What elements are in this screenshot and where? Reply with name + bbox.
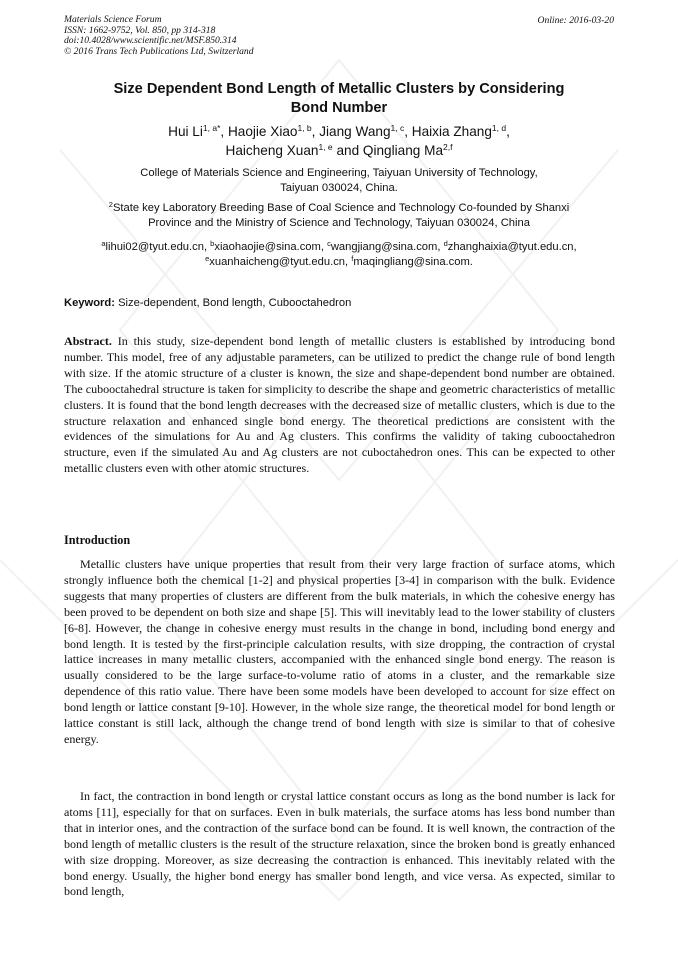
email-link[interactable]: wangjiang@sina.com bbox=[330, 241, 438, 253]
introduction-paragraph-2 bbox=[64, 789, 615, 900]
paragraph-text: Metallic clusters have unique properties that result from their very large fraction of surface atoms, which strongly influence both the chemical [1-2] and physical properties [3-4] in comparison with the bulk. Evidence suggests that many properties of clusters are different from the bulk materials, in which the cohesive energy has been proved to be dependent on both size and shape [5]. This will inevitably lead to the lower stability of clusters [6-8]. However, the change in cohesive energy must results in the change in bond, including bond energy and bond length. It is tested by the first-principle calculation results, with size dropping, the contraction of crystal lattice increases in many metallic clusters, accompanied with the enhanced single bond energy. The reason is usually considered to be the large surface-to-volume ratio of atoms in a cluster, and the remarkable size dependence of this ratio value. There have been some models have been developed to account for size effect on bond length or lattice constant [9-10]. However, in the whole size range, the theoretical model for bond length or lattice constant is still lack, although the change trend of bond length with size is similar to that of cohesive energy. bbox=[64, 557, 615, 746]
author-affil-mark: 1, e bbox=[318, 142, 333, 152]
author-list bbox=[64, 122, 614, 160]
abstract-label: Abstract. bbox=[64, 334, 112, 348]
paragraph-text: In fact, the contraction in bond length or crystal lattice constant occurs as long as the bond number is lack for atoms [11], especially for that on surfaces. Even in bulk materials, the surface atoms has less bond number than that in interior ones, and the contraction of the surface bond can be found. It is well known, the contraction of the bond length of metallic clusters is the result of the structure relaxation, since the broken bond is greatly enhanced with size dropping. Moreover, as size decreasing the contraction is enhanced. This inevitably related with the bond energy. Usually, the higher bond energy has smaller bond length, and vice versa. As expected, similar to bond length, bbox=[64, 789, 615, 899]
affiliation-1-line-1: College of Materials Science and Engineering, Taiyuan University of Technology, bbox=[140, 167, 538, 179]
section-heading-introduction: Introduction bbox=[64, 533, 131, 547]
author-sep: , bbox=[506, 124, 510, 139]
email-mark: c bbox=[327, 239, 331, 248]
author-name: Haicheng Xuan bbox=[225, 143, 319, 158]
author-name: Hui Li bbox=[168, 124, 203, 139]
author-name: Haixia Zhang bbox=[411, 124, 492, 139]
email-mark: d bbox=[443, 239, 448, 248]
paper-title bbox=[64, 80, 614, 118]
abstract-text: In this study, size-dependent bond length of metallic clusters is established by introducing bond number. This model, free of any adjustable parameters, can be utilized to predict the change rule of bond length with size. If the atomic structure of a cluster is known, the size and shape-dependent bond number are obtained. The cubooctahedral structure is taken for simplicity to describe the shape and geometric characteristics of metallic clusters. It is found that the bond length decreases with the decreased size of metallic clusters, which is due to the structure relaxation and enhanced single bond energy. The theoretical predictions are consistent with the evidences of the simulations for Au and Ag clusters. This confirms the validity of taking cubooctahedron structure, even if the simulated Au and Ag clusters are not cuboctahedron ones. This can be expected to other metallic clusters even with other atomic structures. bbox=[64, 334, 615, 476]
affiliation-1 bbox=[64, 166, 614, 196]
email-link[interactable]: xuanhaicheng@tyut.edu.cn bbox=[209, 256, 346, 268]
author-affil-mark: 1, b bbox=[297, 123, 312, 133]
email-sep: , bbox=[437, 241, 444, 253]
author-line-1 bbox=[64, 122, 614, 141]
author-name: Jiang Wang bbox=[319, 124, 391, 139]
email-line-1 bbox=[64, 240, 614, 255]
doi: doi:10.4028/www.scientific.net/MSF.850.314 bbox=[64, 35, 237, 46]
author-affil-mark: 2,f bbox=[443, 142, 453, 152]
author-sep: , bbox=[220, 124, 228, 139]
email-mark: e bbox=[205, 254, 210, 263]
author-sep: and bbox=[332, 143, 363, 158]
email-link[interactable]: maqingliang@sina.com bbox=[353, 256, 470, 268]
email-mark: f bbox=[351, 254, 354, 263]
email-sep: . bbox=[469, 256, 473, 268]
affiliation-2-line-1 bbox=[64, 201, 614, 216]
author-name: Qingliang Ma bbox=[362, 143, 444, 158]
author-sep: , bbox=[404, 124, 412, 139]
email-sep: , bbox=[345, 256, 352, 268]
author-affil-mark: 1, a* bbox=[202, 123, 221, 133]
email-sep: , bbox=[573, 241, 577, 253]
email-link[interactable]: xiaohaojie@sina.com bbox=[214, 241, 321, 253]
email-mark: a bbox=[101, 239, 106, 248]
introduction-paragraph-1 bbox=[64, 557, 615, 748]
issn: ISSN: 1662-9752, Vol. 850, pp 314-318 bbox=[64, 24, 216, 36]
copyright: © 2016 Trans Tech Publications Ltd, Switzerland bbox=[64, 45, 254, 57]
affiliation-2-text: State key Laboratory Breeding Base of Coal Science and Technology Co-founded by Shanxi bbox=[112, 202, 570, 214]
abstract bbox=[64, 334, 615, 477]
journal-header bbox=[64, 15, 254, 57]
keyword-text: Size-dependent, Bond length, Cubooctahedron bbox=[114, 297, 352, 309]
affiliation-1-line-2: Taiyuan 030024, China. bbox=[280, 182, 398, 194]
title-line-1: Size Dependent Bond Length of Metallic Clusters by Considering bbox=[113, 81, 565, 97]
affiliation-2-mark: 2 bbox=[108, 200, 113, 209]
author-line-2 bbox=[64, 141, 614, 160]
author-name: Haojie Xiao bbox=[227, 124, 298, 139]
online-date: Online: 2016-03-20 bbox=[537, 15, 614, 26]
author-affil-mark: 1, d bbox=[491, 123, 507, 133]
email-line-2 bbox=[64, 255, 614, 270]
keywords bbox=[64, 296, 614, 311]
affiliation-2-line-2: Province and the Ministry of Science and Technology, Taiyuan 030024, China bbox=[148, 217, 530, 229]
email-sep: , bbox=[320, 241, 328, 253]
title-line-2: Bond Number bbox=[290, 100, 388, 116]
email-link[interactable]: zhanghaixia@tyut.edu.cn bbox=[447, 241, 574, 253]
author-affil-mark: 1, c bbox=[390, 123, 405, 133]
affiliation-2 bbox=[64, 201, 614, 231]
journal-name: Materials Science Forum bbox=[64, 14, 162, 25]
email-link[interactable]: lihui02@tyut.edu.cn bbox=[105, 241, 204, 253]
email-mark: b bbox=[210, 239, 215, 248]
email-list bbox=[64, 240, 614, 270]
author-sep: , bbox=[311, 124, 320, 139]
email-sep: , bbox=[203, 241, 211, 253]
keyword-label: Keyword: bbox=[64, 297, 115, 309]
